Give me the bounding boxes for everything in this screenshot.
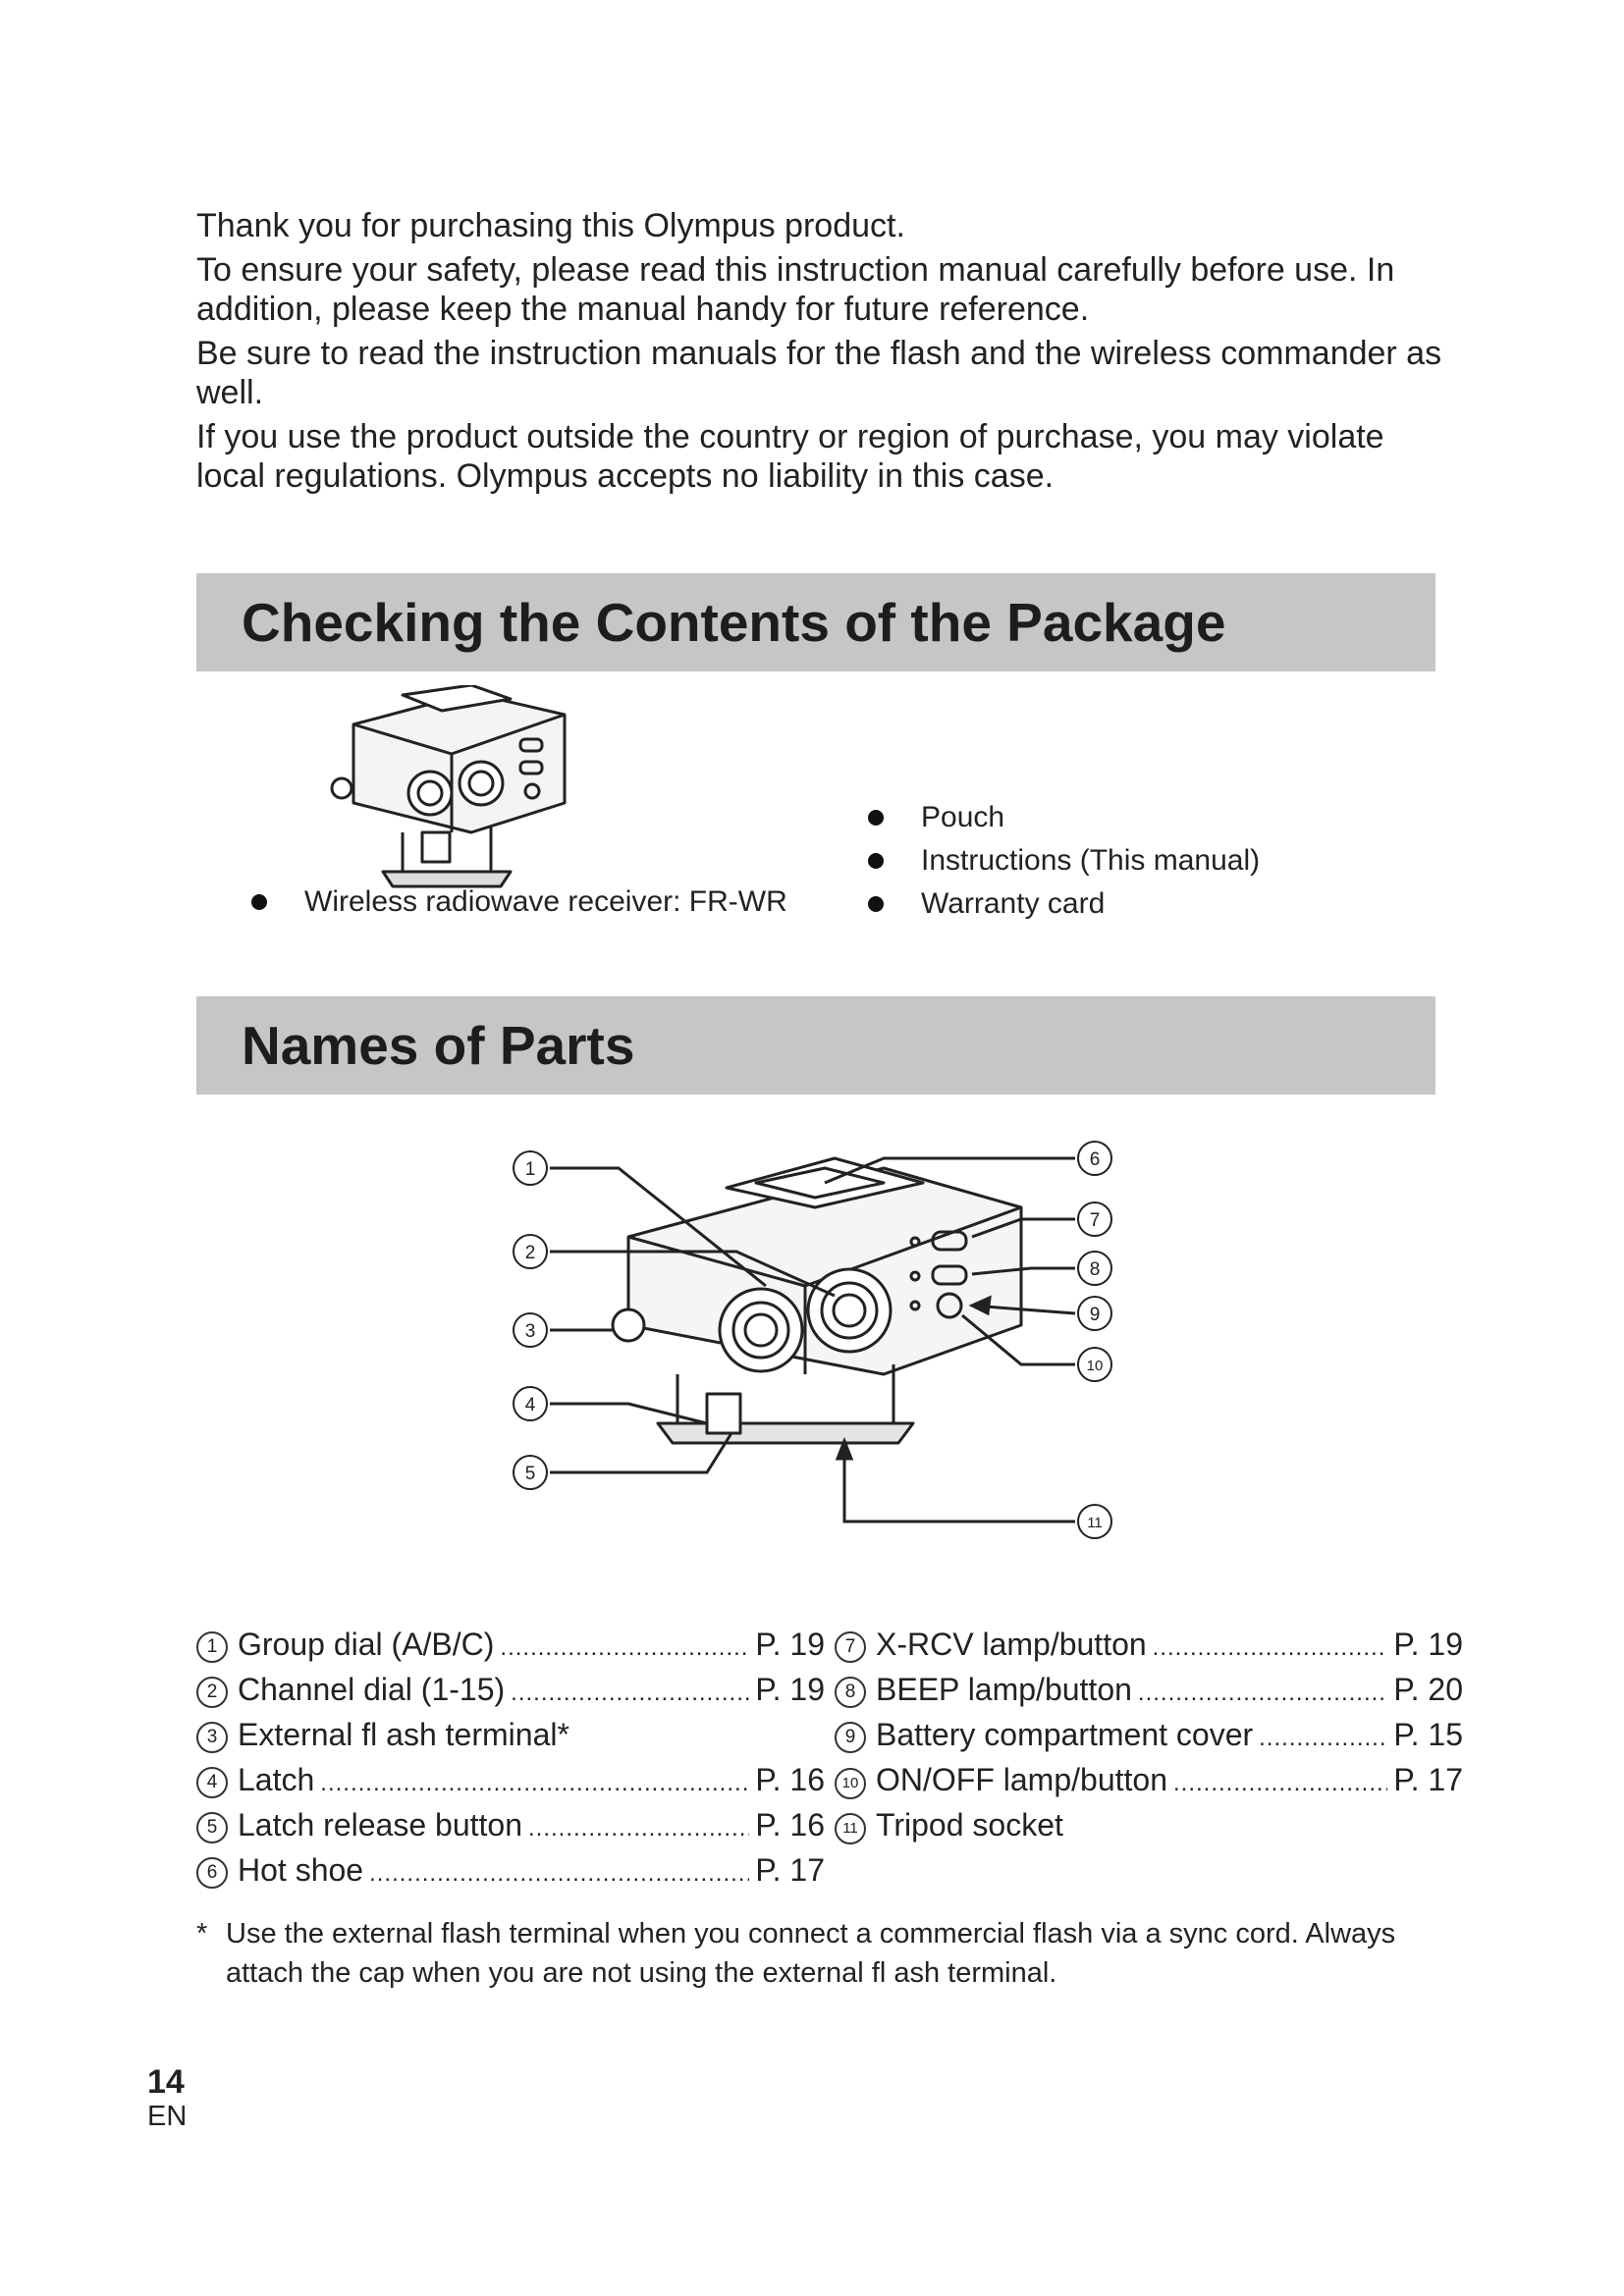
- part-number: 5: [196, 1812, 228, 1843]
- page-reference: P. 19: [755, 1672, 825, 1707]
- part-row-2: [196, 1667, 825, 1712]
- part-row-10: [835, 1757, 1463, 1802]
- package-item-pouch: Pouch: [868, 796, 1260, 839]
- callout-4-label: 4: [524, 1395, 536, 1415]
- intro-line-manuals: Be sure to read the instruction manuals for the flash and the wireless commander as well.: [196, 335, 1442, 411]
- part-row-4: [196, 1757, 825, 1802]
- callout-7: [1078, 1202, 1111, 1236]
- parts-list-left: [196, 1622, 825, 1893]
- part-number: 10: [835, 1768, 866, 1799]
- parts-list-right: [835, 1622, 1463, 1847]
- callout-11: [1078, 1505, 1111, 1538]
- part-number: 1: [196, 1631, 228, 1663]
- part-number: 11: [835, 1813, 866, 1844]
- footnote-text: Use the external flash terminal when you connect a commercial flash via a sync cord. Always attach the cap when you are not using the external fl ash terminal.: [226, 1918, 1396, 1989]
- leader-dots: [320, 1757, 749, 1806]
- part-number: 6: [196, 1857, 228, 1889]
- callout-9: [1078, 1297, 1111, 1330]
- page-language: EN: [147, 2101, 188, 2132]
- page-reference: P. 17: [1393, 1762, 1463, 1797]
- page-reference: P. 20: [1393, 1672, 1463, 1707]
- callout-5: [514, 1456, 547, 1489]
- callout-2-label: 2: [524, 1243, 536, 1263]
- leader-dots: [511, 1667, 749, 1716]
- page-number: 14: [147, 2063, 185, 2101]
- part-name: External fl ash terminal*: [238, 1717, 569, 1752]
- page-reference: P. 15: [1393, 1717, 1463, 1752]
- part-name: Battery compartment cover: [876, 1717, 1254, 1752]
- receiver-body-drawing: [613, 1158, 1021, 1443]
- callout-6: [1078, 1142, 1111, 1175]
- callout-1-label: 1: [524, 1159, 536, 1180]
- part-row-6: [196, 1847, 825, 1893]
- leader-dots: [1138, 1667, 1388, 1716]
- part-row-3: [196, 1712, 825, 1757]
- parts-diagram: [511, 1129, 1119, 1541]
- package-item-warranty: Warranty card: [868, 882, 1260, 926]
- leader-dots: [528, 1802, 749, 1851]
- part-number: 9: [835, 1722, 866, 1753]
- package-item-instructions: Instructions (This manual): [868, 839, 1260, 882]
- section-title-parts: Names of Parts: [196, 996, 1435, 1095]
- part-row-5: [196, 1802, 825, 1847]
- part-name: Group dial (A/B/C): [238, 1627, 495, 1662]
- page-reference: P. 19: [1393, 1627, 1463, 1662]
- callout-2: [514, 1235, 547, 1268]
- page-reference: P. 19: [755, 1627, 825, 1662]
- callout-6-label: 6: [1089, 1149, 1101, 1170]
- callout-8: [1078, 1252, 1111, 1285]
- part-number: 3: [196, 1722, 228, 1753]
- part-name: Latch: [238, 1762, 315, 1797]
- intro-line-safety: To ensure your safety, please read this instruction manual carefully before use. In addition, please keep the manual handy for future reference.: [196, 251, 1395, 328]
- part-name: ON/OFF lamp/button: [876, 1762, 1167, 1797]
- part-number: 7: [835, 1631, 866, 1663]
- part-name: Tripod socket: [876, 1807, 1063, 1842]
- page-reference: P. 16: [755, 1762, 825, 1797]
- part-name: Channel dial (1-15): [238, 1672, 506, 1707]
- callout-7-label: 7: [1089, 1210, 1101, 1231]
- package-list-left: [251, 881, 787, 924]
- callout-8-label: 8: [1089, 1259, 1101, 1280]
- part-name: Latch release button: [238, 1807, 522, 1842]
- part-number: 8: [835, 1677, 866, 1708]
- callout-10-label: 10: [1086, 1358, 1104, 1374]
- callout-9-label: 9: [1089, 1305, 1101, 1325]
- part-name: X-RCV lamp/button: [876, 1627, 1147, 1662]
- part-number: 2: [196, 1677, 228, 1708]
- intro-text: [196, 206, 1453, 501]
- part-name: BEEP lamp/button: [876, 1672, 1132, 1707]
- intro-line-regulations: If you use the product outside the country or region of purchase, you may violate local regulations. Olympus accepts no liability in this case.: [196, 418, 1384, 495]
- callout-4: [514, 1387, 547, 1420]
- leader-dots: [1259, 1712, 1387, 1761]
- callout-1: [514, 1151, 547, 1185]
- part-row-11: [835, 1802, 1463, 1847]
- footnote: [196, 1914, 1453, 1993]
- section-title-contents: Checking the Contents of the Package: [196, 573, 1435, 671]
- callout-10: [1078, 1348, 1111, 1381]
- callout-11-label: 11: [1087, 1515, 1103, 1531]
- intro-line-thanks: Thank you for purchasing this Olympus product.: [196, 207, 905, 244]
- leader-dots: [1173, 1757, 1387, 1806]
- part-name: Hot shoe: [238, 1852, 364, 1888]
- footnote-marker: *: [196, 1918, 208, 1949]
- part-row-8: [835, 1667, 1463, 1712]
- package-list-right: [868, 796, 1260, 926]
- callout-3: [514, 1313, 547, 1347]
- part-number: 4: [196, 1767, 228, 1798]
- callout-5-label: 5: [524, 1464, 536, 1484]
- part-row-9: [835, 1712, 1463, 1757]
- part-row-1: [196, 1622, 825, 1667]
- page-reference: P. 17: [755, 1852, 825, 1888]
- page-reference: P. 16: [755, 1807, 825, 1842]
- leader-dots: [369, 1847, 749, 1896]
- receiver-illustration: [324, 685, 579, 891]
- leader-dots: [1153, 1622, 1388, 1671]
- leader-dots: [500, 1622, 749, 1671]
- package-item-receiver: Wireless radiowave receiver: FR-WR: [251, 881, 787, 924]
- part-row-7: [835, 1622, 1463, 1667]
- callout-3-label: 3: [524, 1321, 536, 1342]
